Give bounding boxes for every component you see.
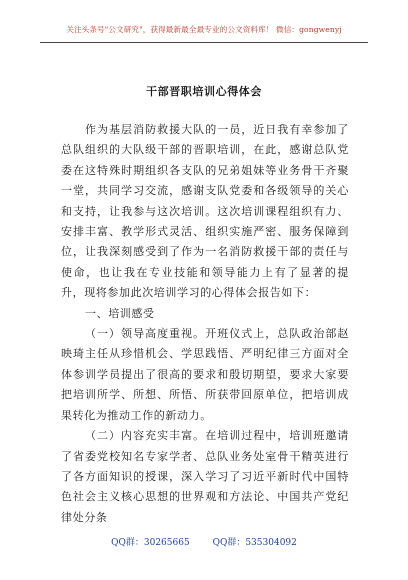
section-heading-training-feelings: 一、培训感受 [85,306,155,320]
header-banner: 关注头条号"公文研究"，获得最新最全最专业的公文资料库！ 微信：gongwenyj [66,25,342,34]
footer-qq-group-1: QQ群：30265665 [111,538,190,548]
footer-qq-group-2: QQ群：535304092 [212,538,297,548]
document-body [61,120,349,528]
header-divider [40,42,368,43]
paragraph-rich-content: （二）内容充实丰富。在培训过程中，培训班邀请了省委党校知名专家学者、总队业务处室骨干精英进行了各方面知识的授课，深入学习了习近平新时代中国特色社会主义核心思想的世界观和方法论、中国共产党纪律处分条 [61,429,349,524]
paragraph-intro: 作为基层消防救援大队的一员，近日我有幸参加了总队组织的大队级干部的晋职培训，在此，感谢总队党委在这特殊时期组织各支队的兄弟姐妹等业务骨干齐聚一堂，共同学习交流，感谢支队党委和各级领导的关心和支持，让我参与这次培训。这次培训课程组织有力、安排丰富、教学形式灵活、组织实施严密、服务保障到位，让我深刻感受到了作为一名消防救援干部的责任与使命，也让我在专业技能和领导能力上有了显著的提升，现将参加此次培训学习的心得体会报告如下： [61,123,349,300]
footer-contacts [0,535,408,548]
paragraph-leadership-attention: （一）领导高度重视。开班仪式上，总队政治部赵映琦主任从珍惜机会、学思践悟、严明纪律三方面对全体参训学员提出了很高的要求和殷切期望，要求大家要把培训所学、所想、所悟、所获带回原单位，把培训成果转化为推动工作的新动力。 [61,327,349,422]
document-title: 干部晋职培训心得体会 [146,85,262,98]
